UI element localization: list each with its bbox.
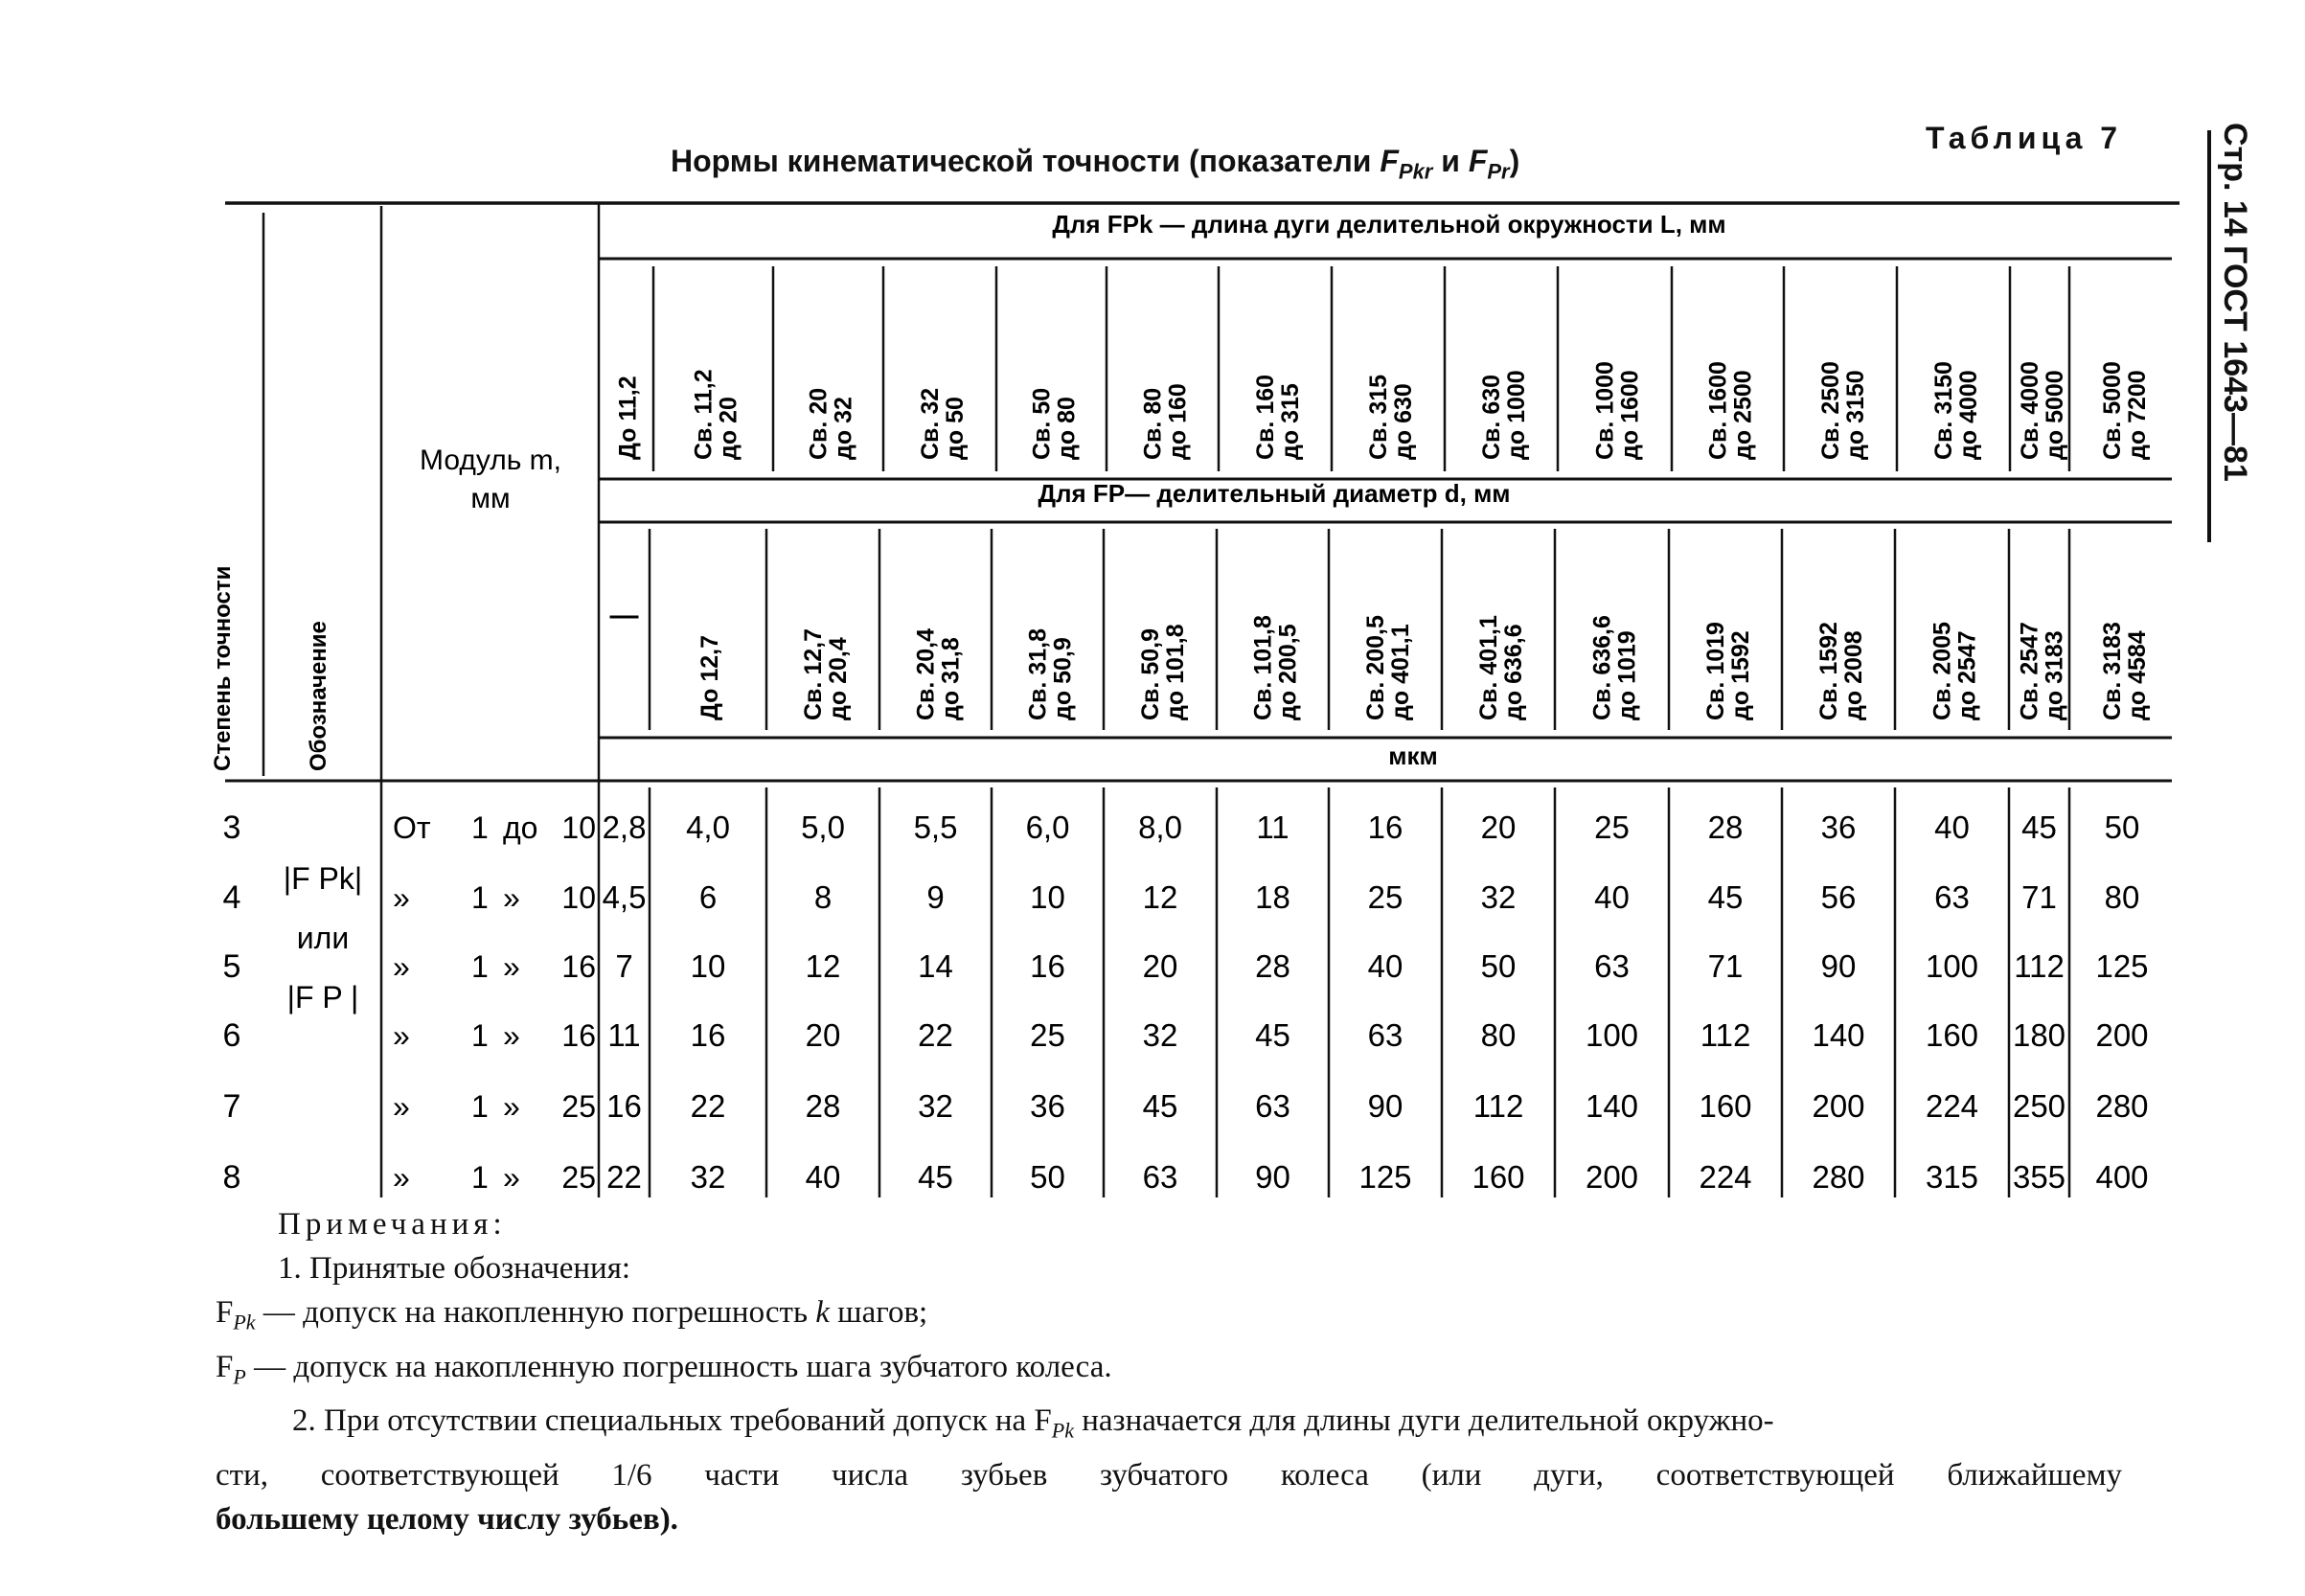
tolerance-value: 11 <box>1256 809 1289 845</box>
note-fpk-definition <box>216 1290 2122 1345</box>
d-range-label: до 50,9 <box>1049 637 1077 720</box>
d-range-label: до 20,4 <box>825 637 852 720</box>
tolerance-value: 32 <box>1480 879 1517 915</box>
module-header: Модуль m, <box>420 445 561 476</box>
note-2-word: (или <box>1421 1457 1482 1493</box>
fp-text: — допуск на накопленную погрешность шага зубчатого колеса. <box>254 1349 1112 1384</box>
note-2-word: сти, <box>216 1457 268 1493</box>
notes-block <box>216 1202 2122 1541</box>
fpk-subscript: Pk <box>233 1310 256 1334</box>
note-2-line-1 <box>216 1399 2122 1453</box>
tolerance-value: 6 <box>698 879 718 915</box>
degree-cell: 4 <box>222 879 241 916</box>
module-from: » <box>393 1160 410 1195</box>
title-sub-fpr: Pr <box>1487 159 1510 184</box>
tolerance-value: 200 <box>2095 1017 2149 1053</box>
tolerance-value: 224 <box>1699 1159 1752 1195</box>
tolerance-value: 18 <box>1255 879 1290 915</box>
d-range-label: до 31,8 <box>937 637 965 720</box>
module-header-unit: мм <box>470 483 511 514</box>
tolerance-value: 180 <box>2012 1017 2066 1053</box>
tolerance-value: 140 <box>1585 1088 1639 1124</box>
L-range-label: до 1600 <box>1616 370 1644 460</box>
tolerance-value: 140 <box>1812 1017 1865 1053</box>
tolerance-value: 63 <box>1255 1088 1290 1124</box>
tolerance-value: 71 <box>2021 879 2057 915</box>
note-2-word: зубьев <box>960 1457 1048 1493</box>
degree-cell: 5 <box>222 948 241 985</box>
module-to: » <box>503 1160 520 1195</box>
module-max: 10 <box>561 810 596 845</box>
degree-header: Степень точности <box>210 565 236 771</box>
tolerance-value: 16 <box>1030 948 1065 984</box>
tolerance-value: 10 <box>690 948 726 984</box>
tolerance-value: 112 <box>1472 1088 1524 1124</box>
tolerance-value: 280 <box>2095 1088 2149 1124</box>
d-range-label: Св. 2005 <box>1928 622 1956 720</box>
tolerance-value: 125 <box>1358 1159 1412 1195</box>
note-2-word: 1/6 <box>611 1457 652 1493</box>
tolerance-value: 63 <box>1142 1159 1178 1195</box>
module-min: 1 <box>471 810 489 845</box>
d-range-label: Св. 1019 <box>1702 622 1729 720</box>
tolerance-value: 11 <box>607 1017 641 1053</box>
d-range-label: Св. 101,8 <box>1249 615 1277 720</box>
module-to: до <box>503 810 538 845</box>
d-range-label: до 1592 <box>1727 630 1754 720</box>
tolerance-value: 160 <box>1699 1088 1752 1124</box>
L-range-label: Св. 315 <box>1365 374 1392 460</box>
fpk-group-heading: Для FPk — длина дуги делительной окружности L, мм <box>1052 210 1726 239</box>
tolerance-value: 5,0 <box>801 809 845 845</box>
module-min: 1 <box>471 1018 489 1053</box>
tolerance-value: 32 <box>690 1159 726 1195</box>
d-range-label: Св. 20,4 <box>912 628 940 720</box>
L-range-label: Св. 50 <box>1028 387 1056 460</box>
L-range-label: до 1000 <box>1503 370 1530 460</box>
tolerance-value: 200 <box>1585 1159 1639 1195</box>
tolerance-value: 45 <box>1142 1088 1178 1124</box>
module-max: 25 <box>561 1089 596 1124</box>
module-from: » <box>393 949 410 984</box>
module-to: » <box>503 949 520 984</box>
tolerance-value: 25 <box>1594 809 1630 845</box>
L-range-label: Св. 630 <box>1478 374 1505 460</box>
note-2-word: зубчатого <box>1100 1457 1229 1493</box>
tolerance-value: 32 <box>1142 1017 1178 1053</box>
tolerance-value: 224 <box>1925 1088 1979 1124</box>
module-max: 10 <box>561 880 596 915</box>
notes-heading: Примечания: <box>278 1207 507 1242</box>
module-from: От <box>393 810 431 845</box>
note-2-word: числа <box>832 1457 909 1493</box>
tolerance-value: 90 <box>1255 1159 1290 1195</box>
L-range-label: До 11,2 <box>614 376 642 460</box>
L-range-label: Св. 1000 <box>1591 361 1619 460</box>
tolerance-value: 315 <box>1925 1159 1979 1195</box>
d-range-label: Св. 2547 <box>2016 622 2043 720</box>
tolerance-value: 12 <box>1142 879 1178 915</box>
tolerance-value: 160 <box>1472 1159 1525 1195</box>
L-range-label: до 50 <box>942 397 969 460</box>
tolerance-value: 71 <box>1707 948 1744 984</box>
designation-or: или <box>296 921 350 955</box>
L-range-label: Св. 160 <box>1252 374 1279 460</box>
d-range-label: Св. 200,5 <box>1362 615 1389 720</box>
L-range-label: до 160 <box>1164 383 1192 460</box>
fp-subscript: P <box>233 1364 246 1389</box>
tolerance-value: 250 <box>2012 1088 2066 1124</box>
L-range-label: до 5000 <box>2042 370 2068 460</box>
d-range-label: до 4584 <box>2124 630 2151 720</box>
designation-header: Обозначение <box>306 621 331 771</box>
page-reference-text: Стр. 14 ГОСТ 1643—81 <box>2217 123 2253 482</box>
d-range-label: До 12,7 <box>696 635 723 720</box>
d-range-label: Св. 401,1 <box>1475 615 1502 720</box>
note-2-word: ближайшему <box>1947 1457 2122 1493</box>
tolerance-value: 8,0 <box>1138 809 1182 845</box>
module-max: 16 <box>561 949 596 984</box>
d-range-label: до 636,6 <box>1500 624 1527 720</box>
tolerance-value: 125 <box>2095 948 2149 984</box>
title-sub-fpkr: Pkr <box>1398 159 1433 184</box>
d-range-label: Св. 3183 <box>2099 622 2126 720</box>
tolerance-value: 32 <box>918 1088 953 1124</box>
tolerance-value: 5,5 <box>913 809 958 845</box>
table-number-label: Таблица 7 <box>1926 121 2123 155</box>
tolerance-value: 45 <box>918 1159 953 1195</box>
L-range-label: Св. 80 <box>1139 387 1167 460</box>
tolerance-value: 22 <box>606 1159 642 1195</box>
tolerance-value: 200 <box>1812 1088 1865 1124</box>
d-range-label: до 1019 <box>1613 630 1641 720</box>
note-2-part-a: 2. При отсутствии специальных требований допуск на F <box>292 1403 1052 1439</box>
d-range-label: — <box>609 600 639 631</box>
tolerance-value: 40 <box>1934 809 1970 845</box>
module-to: » <box>503 1018 520 1053</box>
tolerance-value: 280 <box>1812 1159 1865 1195</box>
tolerance-value: 80 <box>1480 1017 1517 1053</box>
module-max: 16 <box>561 1018 596 1053</box>
L-range-label: Св. 11,2 <box>690 369 718 460</box>
tolerance-value: 22 <box>918 1017 953 1053</box>
L-range-label: до 32 <box>830 397 857 460</box>
tolerance-value: 80 <box>2104 879 2140 915</box>
tolerance-value: 20 <box>1480 809 1517 845</box>
tolerance-value: 90 <box>1367 1088 1404 1124</box>
tolerance-value: 63 <box>1594 948 1630 984</box>
d-range-label: Св. 12,7 <box>800 628 827 720</box>
tolerance-value: 45 <box>2021 809 2057 845</box>
unit-heading: мкм <box>1388 741 1438 770</box>
note-2-line-2 <box>216 1453 2122 1497</box>
tolerance-value: 8 <box>813 879 833 915</box>
tolerance-value: 40 <box>1367 948 1404 984</box>
module-min: 1 <box>471 1089 489 1124</box>
tolerance-value: 9 <box>926 879 945 915</box>
L-range-label: Св. 1600 <box>1704 361 1732 460</box>
tolerance-value: 4,5 <box>602 879 647 915</box>
tolerance-value: 45 <box>1707 879 1744 915</box>
note-2-word: колеса <box>1280 1457 1369 1493</box>
note-2-word: соответствующей <box>1655 1457 1895 1493</box>
module-to: » <box>503 880 520 915</box>
note-2-part-b: назначается для длины дуги делительной окружно- <box>1082 1403 1774 1439</box>
module-to: » <box>503 1089 520 1124</box>
note-fp-definition <box>216 1345 2122 1400</box>
d-range-label: до 3183 <box>2041 630 2068 720</box>
tolerance-value: 112 <box>1700 1017 1751 1053</box>
tolerance-value: 355 <box>2012 1159 2066 1195</box>
title-symbol-fpkr: F <box>1380 144 1399 178</box>
d-range-label: Св. 50,9 <box>1137 628 1164 720</box>
module-from: » <box>393 1089 410 1124</box>
d-range-label: до 200,5 <box>1274 624 1302 720</box>
tolerance-value: 16 <box>606 1088 642 1124</box>
fp-group-heading: Для FP— делительный диаметр d, мм <box>1038 479 1511 508</box>
tolerance-value: 4,0 <box>686 809 730 845</box>
tolerance-value: 25 <box>1367 879 1404 915</box>
module-min: 1 <box>471 1160 489 1195</box>
d-range-label: до 101,8 <box>1162 624 1189 720</box>
L-range-label: до 3150 <box>1842 370 1869 460</box>
tolerance-value: 14 <box>918 948 953 984</box>
designation-fpk: |F Pk| <box>283 861 363 896</box>
tolerance-value: 28 <box>1707 809 1744 845</box>
L-range-label: до 2500 <box>1729 370 1757 460</box>
note-2-line-3: большему целому числу зубьев). <box>216 1501 678 1537</box>
tolerance-value: 25 <box>1030 1017 1065 1053</box>
tolerance-value: 12 <box>805 948 841 984</box>
tolerance-value: 16 <box>1367 809 1404 845</box>
d-range-label: до 401,1 <box>1387 624 1414 720</box>
degree-cell: 7 <box>222 1088 241 1125</box>
fpk-tail: шагов; <box>837 1295 928 1330</box>
L-range-label: до 4000 <box>1955 370 1982 460</box>
L-range-label: Св. 20 <box>805 387 833 460</box>
tolerance-value: 50 <box>1030 1159 1065 1195</box>
designation-fp: |F P | <box>286 980 359 1015</box>
title-symbol-fpr: F <box>1468 144 1488 178</box>
note-2-word: части <box>704 1457 780 1493</box>
d-range-label: Св. 1592 <box>1815 622 1842 720</box>
module-from: » <box>393 1018 410 1053</box>
L-range-label: до 80 <box>1053 397 1081 460</box>
tolerance-value: 16 <box>690 1017 726 1053</box>
tolerance-value: 40 <box>1594 879 1630 915</box>
tolerance-value: 36 <box>1820 809 1857 845</box>
module-min: 1 <box>471 880 489 915</box>
tolerance-value: 400 <box>2095 1159 2149 1195</box>
fpk-text: — допуск на накопленную погрешность <box>262 1295 809 1330</box>
tolerance-value: 40 <box>805 1159 841 1195</box>
fpk-symbol: F <box>216 1295 234 1330</box>
L-range-label: Св. 2500 <box>1817 361 1844 460</box>
tolerance-value: 63 <box>1934 879 1970 915</box>
tolerance-value: 22 <box>690 1088 726 1124</box>
tolerance-value: 50 <box>1480 948 1517 984</box>
d-range-label: Св. 636,6 <box>1588 615 1616 720</box>
L-range-label: Св. 5000 <box>2099 361 2126 460</box>
tolerance-value: 100 <box>1585 1017 1639 1053</box>
title-close: ) <box>1509 144 1520 178</box>
L-range-label: Св. 32 <box>917 387 944 460</box>
tolerance-value: 50 <box>2104 809 2140 845</box>
L-range-label: Св. 4000 <box>2017 361 2043 460</box>
tolerance-value: 160 <box>1925 1017 1979 1053</box>
module-from: » <box>393 880 410 915</box>
d-range-label: до 2547 <box>1953 630 1981 720</box>
tolerance-value: 45 <box>1255 1017 1290 1053</box>
module-min: 1 <box>471 949 489 984</box>
degree-cell: 6 <box>222 1017 241 1054</box>
L-range-label: до 7200 <box>2124 370 2151 460</box>
tolerance-value: 28 <box>805 1088 841 1124</box>
tolerance-value: 28 <box>1255 948 1290 984</box>
degree-cell: 8 <box>222 1159 241 1196</box>
tolerance-value: 63 <box>1367 1017 1404 1053</box>
tolerance-value: 7 <box>615 948 633 984</box>
L-range-label: до 315 <box>1277 383 1304 460</box>
tolerance-value: 90 <box>1820 948 1857 984</box>
tolerance-value: 20 <box>805 1017 841 1053</box>
title-and: и <box>1441 144 1460 178</box>
L-range-label: Св. 3150 <box>1930 361 1957 460</box>
tolerance-value: 36 <box>1030 1088 1065 1124</box>
d-range-label: Св. 31,8 <box>1024 628 1052 720</box>
note-2-subscript: Pk <box>1051 1418 1074 1443</box>
module-max: 25 <box>561 1160 596 1195</box>
tolerance-value: 100 <box>1925 948 1979 984</box>
tolerance-value: 20 <box>1142 948 1178 984</box>
degree-cell: 3 <box>222 809 241 846</box>
L-range-label: до 20 <box>715 397 742 460</box>
note-2-word: дуги, <box>1534 1457 1604 1493</box>
note-2-word: соответствующей <box>320 1457 559 1493</box>
title-text: Нормы кинематической точности (показатели <box>671 144 1372 178</box>
d-range-label: до 2008 <box>1840 630 1867 720</box>
L-range-label: до 630 <box>1390 383 1417 460</box>
fpk-k: k <box>815 1295 830 1330</box>
fp-symbol: F <box>216 1349 234 1384</box>
tolerance-value: 10 <box>1030 879 1065 915</box>
tolerance-value: 56 <box>1820 879 1857 915</box>
tolerance-value: 6,0 <box>1025 809 1070 845</box>
note-1-heading: 1. Принятые обозначения: <box>278 1251 631 1286</box>
tolerance-value: 2,8 <box>602 809 647 845</box>
tolerance-value: 112 <box>2014 948 2065 984</box>
